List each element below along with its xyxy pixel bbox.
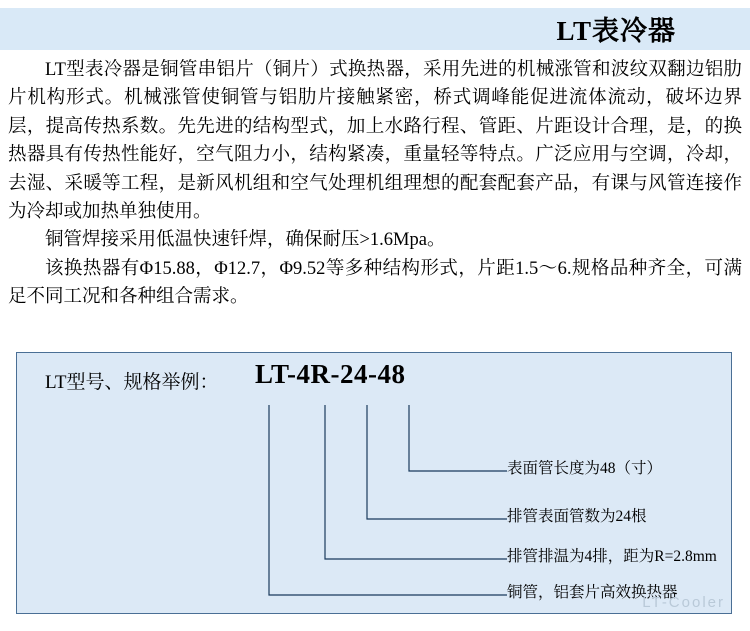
paragraph-1: LT型表冷器是铜管串铝片（铜片）式换热器，采用先进的机械涨管和波纹双翻边铝肋片机构形式。机械涨管使铜管与铝肋片接触紧密，桥式调峰能促进流体流动，破坏边界层，提高传热系数。先先进的结构型式，加上水路行程、管距、片距设计合理，是，的换热器具有传热性能好，空气阻力小，结构紧凑，重量轻等特点。广泛应用与空调，冷却，去湿、采暖等工程，是新风机组和空气处理机组理想的配套配套产品，有课与风管连接作为冷却或加热单独使用。: [8, 60, 742, 223]
page-title: LT表冷器: [556, 16, 676, 46]
example-code: LT-4R-24-48: [255, 359, 406, 389]
callout-tube-count: 排管表面管数为24根: [507, 508, 647, 525]
callout-row-count: 排管排温为4排，距为R=2.8mm: [507, 548, 717, 565]
example-label: LT型号、规格举例：: [45, 372, 219, 393]
watermark: LT-Cooler: [642, 594, 725, 611]
callout-material: 铜管，铝套片高效换热器: [507, 584, 678, 601]
title-band: [0, 8, 750, 50]
example-box: [16, 352, 732, 614]
paragraph-3: 该换热器有Φ15.88，Φ12.7，Φ9.52等多种结构形式，片距1.5～6.规格品种齐全，可满足不同工况和各种组合需求。: [8, 258, 742, 308]
callout-tube-length: 表面管长度为48（寸）: [507, 460, 663, 477]
body-text: [8, 56, 742, 312]
paragraph-2: 铜管焊接采用低温快速钎焊，确保耐压>1.6Mpa。: [45, 230, 446, 251]
